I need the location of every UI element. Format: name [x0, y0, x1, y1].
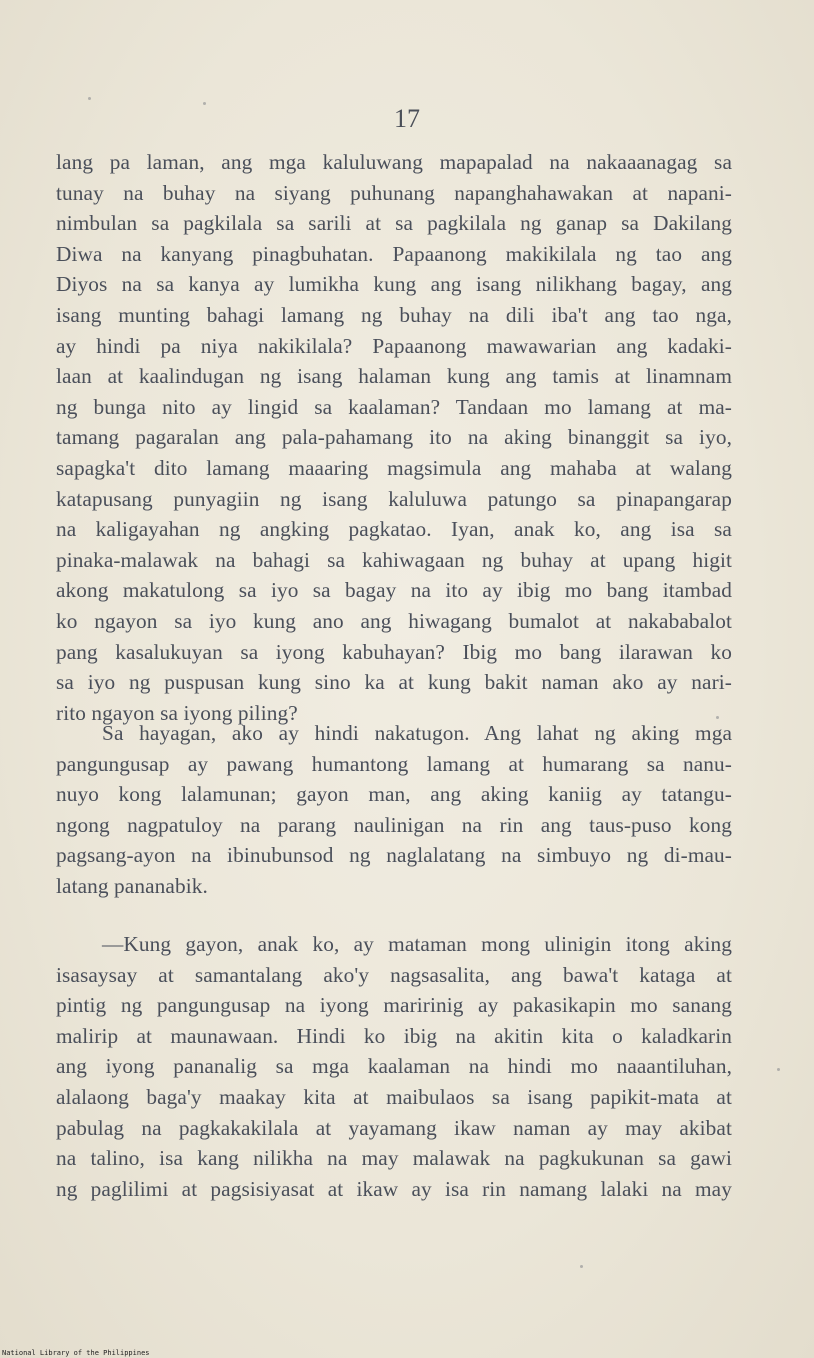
text-line: —Kung gayon, anak ko, ay mataman mong ulinigin itong aking	[102, 932, 732, 956]
text-line: ng bunga nito ay lingid sa kaalaman? Tandaan mo lamang at ma-	[56, 394, 732, 419]
paragraph-2	[56, 718, 732, 902]
text-line: na talino, isa kang nilikha na may malawak na pagkukunan sa gawi	[56, 1146, 732, 1171]
text-line: alalaong baga'y maakay kita at maibulaos sa isang papikit-mata at	[56, 1084, 732, 1109]
text-line: pintig ng pangungusap na iyong maririnig ay pakasikapin mo sanang	[56, 993, 732, 1018]
text-line: tunay na buhay na siyang puhunang napanghahawakan at napani-	[56, 180, 732, 205]
text-line: tamang pagaralan ang pala-pahamang ito na aking binanggit sa iyo,	[56, 425, 732, 450]
text-line: na kaligayahan ng angking pagkatao. Iyan, anak ko, ang isa sa	[56, 517, 732, 542]
text-line: ko ngayon sa iyo kung ano ang hiwagang bumalot at nakababalot	[56, 608, 732, 633]
text-line: nuyo kong lalamunan; gayon man, ang aking kaniig ay tatangu-	[56, 782, 732, 807]
text-line: pang kasalukuyan sa iyong kabuhayan? Ibig mo bang ilarawan ko	[56, 639, 732, 664]
text-line: lang pa laman, ang mga kaluluwang mapapalad na nakaaanagag sa	[56, 150, 732, 174]
text-line: malirip at maunawaan. Hindi ko ibig na akitin kita o kaladkarin	[56, 1023, 732, 1048]
page-number: 17	[394, 104, 420, 133]
text-line: Diyos na sa kanya ay lumikha kung ang isang nilikhang bagay, ang	[56, 272, 732, 297]
text-line: pagsang-ayon na ibinubunsod ng naglalatang na simbuyo ng di-mau-	[56, 843, 732, 868]
text-line: latang pananabik.	[56, 873, 208, 898]
text-line: Sa hayagan, ako ay hindi nakatugon. Ang lahat ng aking mga	[102, 721, 732, 745]
text-line: ngong nagpatuloy na parang naulinigan na rin ang taus-puso kong	[56, 812, 732, 837]
text-line: ng paglilimi at pagsisiyasat at ikaw ay isa rin namang lalaki na may	[56, 1176, 732, 1201]
text-line: rito ngayon sa iyong piling?	[56, 700, 298, 725]
text-line: nimbulan sa pagkilala sa sarili at sa pagkilala ng ganap sa Dakilang	[56, 211, 732, 236]
text-line: ang iyong pananalig sa mga kaalaman na hindi mo naaantiluhan,	[56, 1054, 732, 1079]
text-line: pangungusap ay pawang humantong lamang at humarang sa nanu-	[56, 751, 732, 776]
text-line: laan at kaalindugan ng isang halaman kung ang tamis at linamnam	[56, 364, 732, 389]
text-line: isasaysay at samantalang ako'y nagsasalita, ang bawa't kataga at	[56, 962, 732, 987]
text-line: pabulag na pagkakakilala at yayamang ikaw naman ay may akibat	[56, 1115, 732, 1140]
paper-speck	[88, 97, 91, 100]
paper-speck	[580, 1265, 583, 1268]
text-line: sapagka't dito lamang maaaring magsimula ang mahaba at walang	[56, 455, 732, 480]
library-footer: National Library of the Philippines	[2, 1349, 150, 1357]
text-line: sa iyo ng puspusan kung sino ka at kung bakit naman ako ay nari-	[56, 670, 732, 695]
text-line: ay hindi pa niya nakikilala? Papaanong mawawarian ang kadaki-	[56, 333, 732, 358]
paper-speck	[777, 1068, 780, 1071]
text-line: Diwa na kanyang pinagbuhatan. Papaanong makikilala ng tao ang	[56, 241, 732, 266]
text-line: katapusang punyagiin ng isang kaluluwa patungo sa pinapangarap	[56, 486, 732, 511]
text-line: akong makatulong sa iyo sa bagay na ito ay ibig mo bang itambad	[56, 578, 732, 603]
paragraph-1	[56, 147, 732, 728]
text-line: isang munting bahagi lamang ng buhay na dili iba't ang tao nga,	[56, 302, 732, 327]
paragraph-3	[56, 929, 732, 1204]
text-line: pinaka-malawak na bahagi sa kahiwagaan ng buhay at upang higit	[56, 547, 732, 572]
